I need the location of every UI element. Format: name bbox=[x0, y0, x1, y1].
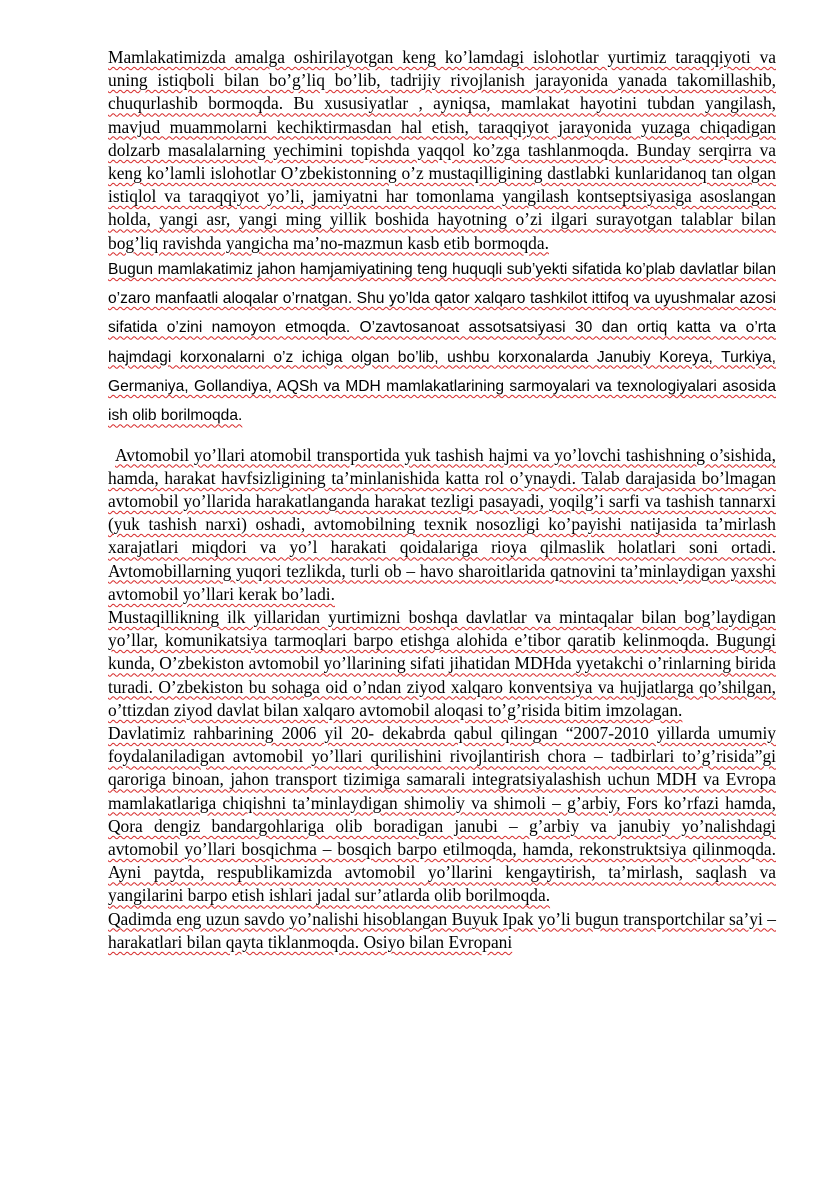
paragraph-reforms: Mamlakatimizda amalga oshirilayotgan keng ko’lamdagi islohotlar yurtimiz taraqqiyoti va uning istiqboli bilan bo’g’liq bo’lib, tadrijiy rivojlanish jarayonida yanada takomillashib, chuqurlashib bormoqda. Bu xususiyatlar , ayniqsa, mamlakat hayotini tubdan yangilash, mavjud muammolarni kechiktirmasdan hal etish, taraqqiyot jarayonida yuzaga chiqadigan dolzarb masalalarning yechimini topishda yaqqol ko’zga tashlanmoqda. Bunday serqirra va keng ko’lamli islohotlar O’zbekistonning o’z mustaqilligining dastlabki kunlaridanoq tan olgan istiqlol va taraqqiyot yo’li, jamiyatni har tomonlama yangilash kontseptsiyasiga asoslangan holda, yangi asr, yangi ming yillik boshida hayotning o’zi ilgari surayotgan talablar bilan bog’liq ravishda yangicha ma’no-mazmun kasb etib bormoqda. bbox=[108, 47, 776, 253]
paragraph-presidential-decree: Davlatimiz rahbarining 2006 yil 20- dekabrda qabul qilingan “2007-2010 yillarda umumiy foydalaniladigan avtomobil yo’llari qurilishini rivojlantirish chora – tadbirlari to’g’risida”gi qaroriga binoan, jahon transport tizimiga samarali integratsiyalashish uchun MDH va Evropa mamlakatlariga chiqishni ta’minlaydigan shimoliy va shimoli – g’arbiy, Fors ko’rfazi hamda, Qora dengiz bandargohlariga olib boradigan janubi – g’arbiy va janubiy yo’nalishdagi avtomobil yo’llari bosqichma – bosqich barpo etilmoqda, hamda, rekonstruktsiya qilinmoqda. Ayni paytda, respublikamizda avtomobil yo’llarini kengaytirish, ta’mirlash, saqlash va yangilarini barpo etish ishlari jadal sur’atlarda olib borilmoqda. bbox=[108, 723, 776, 906]
paragraph-sans-wrapper bbox=[108, 255, 776, 431]
paragraph-international-relations: Bugun mamlakatimiz jahon hamjamiyatining teng huquqli sub’yekti sifatida ko’plab davlatlar bilan o’zaro manfaatli aloqalar o’rnatgan. Shu yo’lda qator xalqaro tashkilot ittifoq va uyushmalar azosi sifatida o’zini namoyon etmoqda. O’zavtosanoat assotsatsiyasi 30 dan ortiq katta va o’rta hajmdagi korxonalarni o’z ichiga olgan bo’lib, ushbu korxonalarda Janubiy Koreya, Turkiya, Germaniya, Gollandiya, AQSh va MDH mamlakatlarining sarmoyalari va texnologiyalari asosida ish olib borilmoqda. bbox=[108, 260, 776, 425]
paragraph-silk-road: Qadimda eng uzun savdo yo’nalishi hisoblangan Buyuk Ipak yo’li bugun transportchilar sa’yi – harakatlari bilan qayta tiklanmoqda. Osiyo bilan Evropani bbox=[108, 908, 776, 952]
paragraph-independence-roads: Mustaqillikning ilk yillaridan yurtimizni boshqa davlatlar va mintaqalar bilan bog’laydigan yo’llar, komunikatsiya tarmoqlari barpo etishga alohida e’tibor qaratib kelinmoqda. Bugungi kunda, O’zbekiston avtomobil yo’llarining sifati jihatidan MDHda yyetakchi o’rinlarning birida turadi. O’zbekiston bu sohaga oid o’ndan ziyod xalqaro konventsiya va hujjatlarga qo’shilgan, o’ttizdan ziyod davlat bilan xalqaro avtomobil aloqasi to’g’risida bitim imzolagan. bbox=[108, 607, 776, 720]
paragraph-road-importance: Avtomobil yo’llari atomobil transportida yuk tashish hajmi va yo’lovchi tashishning o’sishida, hamda, harakat havfsizligining ta’minlanishida katta rol o’ynaydi. Talab darajasida bo’lmagan avtomobil yo’llarida harakatlanganda harakat tezligi pasayadi, yoqilg’i sarfi va tashish tannarxi (yuk tashish narxi) oshadi, avtomobilning texnik nosozligi ko’payishi natijasida ta’mirlash xarajatlari miqdori va yo’l harakati qoidalariga rioya qilmaslik holatlari soni ortadi. Avtomobillarning yuqori tezlikda, turli ob – havo sharoitlarida qatnovini ta’minlaydigan yaxshi avtomobil yo’llari kerak bo’ladi. bbox=[108, 444, 776, 604]
document-page bbox=[108, 46, 776, 954]
